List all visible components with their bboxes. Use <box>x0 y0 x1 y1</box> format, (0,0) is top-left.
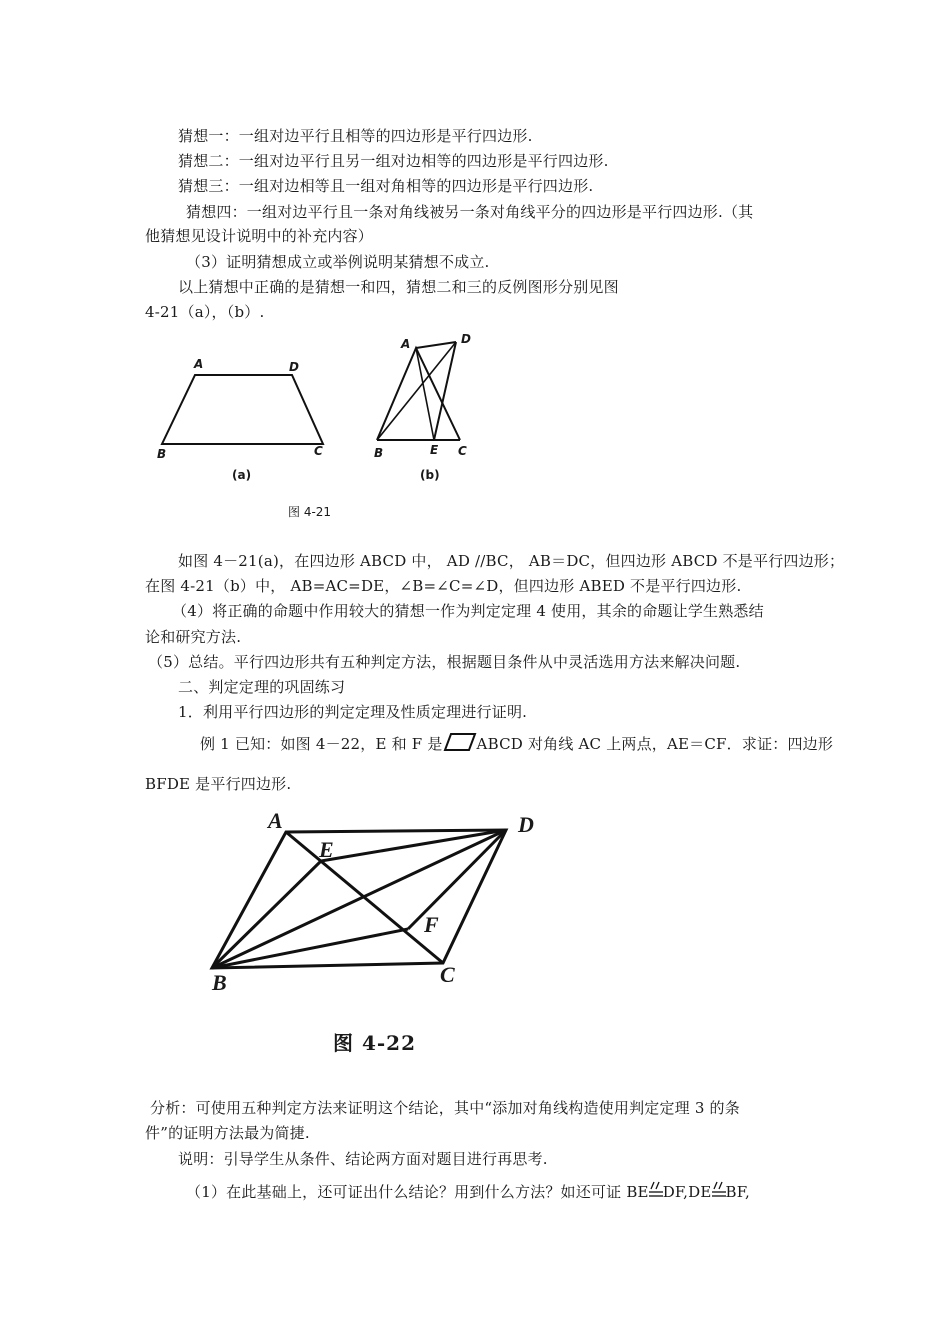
fig421b-label-A: A <box>401 337 411 351</box>
fig421a-label-B: B <box>157 447 167 461</box>
fig422-label-B: B <box>212 970 227 995</box>
fig421a-label-A: A <box>194 357 204 371</box>
fig422-label-E: E <box>319 837 334 862</box>
analysis-cont: 件”的证明方法最为简捷. <box>145 1124 310 1142</box>
figure-4-22 <box>200 815 540 990</box>
fig422-label-A: A <box>268 808 283 833</box>
step-5: （5）总结。平行四边形共有五种判定方法，根据题目条件从中灵活选用方法来解决问题. <box>148 653 741 671</box>
further-conclusion-text-b: DF,DE <box>662 1183 712 1201</box>
example-1-text-b: ABCD 对角线 AC 上两点，AE＝CF．求证：四边形 <box>476 735 834 753</box>
fig422-label-C: C <box>440 962 455 987</box>
further-conclusion <box>186 1181 750 1202</box>
figure-4-21-b <box>370 330 480 460</box>
analysis: 分析：可使用五种判定方法来证明这个结论，其中“添加对角线构造使用判定定理 3 的条 <box>150 1099 740 1117</box>
example-1-text-a: 例 1 已知：如图 4－22，E 和 F 是 <box>200 735 443 753</box>
conjecture-3: 猜想三：一组对边相等且一组对角相等的四边形是平行四边形. <box>178 177 594 195</box>
fig421b-label-B: B <box>374 446 384 460</box>
further-conclusion-text-a: （1）在此基础上，还可证出什么结论？用到什么方法？如还可证 BE <box>186 1183 649 1201</box>
step-4-cont: 论和研究方法. <box>145 628 242 646</box>
fig422-label-F: F <box>424 912 439 937</box>
fig421b-sublabel: (b) <box>420 468 440 482</box>
parallel-equal-symbol-icon-2 <box>712 1181 726 1199</box>
fig422-label-D: D <box>518 812 534 837</box>
counterexample-b: 在图 4-21（b）中， AB=AC=DE，∠B=∠C=∠D，但四边形 ABED 不是平行四边形. <box>145 577 742 595</box>
fig421b-label-C: C <box>458 444 467 458</box>
explanation: 说明：引导学生从条件、结论两方面对题目进行再思考. <box>178 1150 548 1168</box>
fig421b-label-D: D <box>461 332 471 346</box>
fig421a-label-C: C <box>314 444 323 458</box>
exercise-1: 1．利用平行四边形的判定定理及性质定理进行证明. <box>178 703 528 721</box>
correct-conjectures: 以上猜想中正确的是猜想一和四，猜想二和三的反例图形分别见图 <box>178 278 619 296</box>
conjecture-1: 猜想一：一组对边平行且相等的四边形是平行四边形. <box>178 127 533 145</box>
example-1-cont: BFDE 是平行四边形. <box>145 775 292 793</box>
further-conclusion-text-c: BF, <box>725 1183 750 1201</box>
example-1 <box>200 732 833 757</box>
parallelogram-symbol-icon <box>443 732 477 757</box>
conjecture-2: 猜想二：一组对边平行且另一组对边相等的四边形是平行四边形. <box>178 152 609 170</box>
conjecture-4-cont: 他猜想见设计说明中的补充内容） <box>145 227 374 245</box>
fig421a-sublabel: (a) <box>232 468 252 482</box>
fig421b-label-E: E <box>430 443 439 457</box>
counterexample-a: 如图 4－21(a)，在四边形 ABCD 中， AD //BC， AB＝DC，但四边形 ABCD 不是平行四边形； <box>178 552 845 570</box>
figure-4-21-caption: 图 4-21 <box>288 505 332 519</box>
step-4: （4）将正确的命题中作用较大的猜想一作为判定定理 4 使用，其余的命题让学生熟悉结 <box>172 602 764 620</box>
figure-reference: 4-21（a），（b）. <box>145 303 265 321</box>
conjecture-4: 猜想四：一组对边平行且一条对角线被另一条对角线平分的四边形是平行四边形.（其 <box>186 203 754 221</box>
section-2-heading: 二、判定定理的巩固练习 <box>178 678 346 696</box>
fig421a-label-D: D <box>289 360 299 374</box>
parallel-equal-symbol-icon <box>649 1181 663 1199</box>
figure-4-22-caption: 图 4-22 <box>333 1031 417 1055</box>
step-3: （3）证明猜想成立或举例说明某猜想不成立. <box>186 253 490 271</box>
